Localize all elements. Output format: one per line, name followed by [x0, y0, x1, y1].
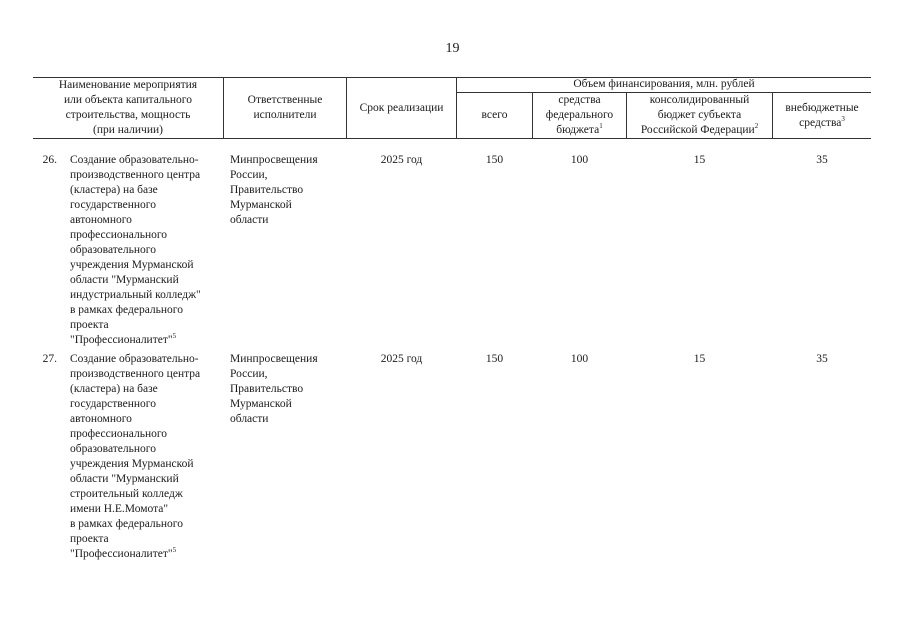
header-col-responsible [224, 78, 346, 138]
row-federal: 100 [570, 353, 589, 365]
row-name-line: "Профессионалитет"$^5$ [70, 332, 177, 346]
header-col-responsible-line: исполнители [253, 109, 317, 121]
header-col-term [347, 78, 456, 138]
row-name-line: профессионального [70, 229, 168, 241]
row-responsible [230, 153, 346, 228]
header-col-extra-footnote: 3 [841, 114, 845, 123]
row-responsible-line: России, [230, 169, 268, 181]
row-name-line: проекта [70, 319, 109, 331]
row-number: 27. [42, 353, 57, 365]
header-col-financing-label: Объем финансирования, млн. рублей [573, 78, 755, 90]
row-name-line: автономного [70, 214, 132, 226]
row-responsible-line: России, [230, 368, 268, 380]
row-term: 2025 год [380, 154, 423, 166]
row-name-line: индустриальный колледж" [70, 289, 201, 301]
row-responsible-line: Мурманской [230, 199, 292, 211]
header-col-regional-line: консолидированный [649, 94, 750, 106]
header-col-extra-line: внебюджетные [785, 101, 859, 114]
row-responsible-line: Минпросвещения [230, 154, 318, 166]
row-name-line: государственного [70, 398, 156, 410]
header-col-total-label: всего [481, 109, 508, 121]
row-name-line: учреждения Мурманской [70, 458, 194, 470]
row-name-line: "Профессионалитет"$^5$ [70, 546, 177, 560]
row-name-line: производственного центра [70, 368, 201, 380]
header-col-name-line: или объекта капитального [64, 94, 192, 106]
header-col-name [33, 78, 223, 138]
row-name-line: образовательного [70, 244, 156, 256]
row-responsible-line: Минпросвещения [230, 353, 318, 365]
header-col-regional-line: Российской Федерации$^2$ [640, 122, 759, 136]
row-responsible-line: Мурманской [230, 398, 292, 410]
row-name-footnote: 5 [172, 546, 177, 555]
row-name-line: учреждения Мурманской [70, 259, 194, 271]
row-responsible-line: области [230, 413, 269, 425]
row-number: 26. [42, 154, 57, 166]
header-col-federal-line: бюджета$^1$ [556, 122, 603, 136]
header-col-extra-line: средства$^3$ [799, 114, 845, 129]
header-col-financing-group [457, 77, 871, 92]
row-name-line: строительный колледж [70, 488, 183, 500]
row-name-line: государственного [70, 199, 156, 211]
row-responsible-line: Правительство [230, 184, 304, 196]
row-term: 2025 год [380, 353, 423, 365]
header-col-regional-footnote: 2 [754, 122, 759, 131]
row-name-line: (кластера) на базе [70, 383, 158, 395]
row-regional: 15 [693, 353, 706, 365]
row-name-line: в рамках федерального [70, 518, 183, 530]
row-responsible-line: Правительство [230, 383, 304, 395]
row-total: 150 [485, 154, 504, 166]
header-col-name-line: (при наличии) [93, 124, 163, 136]
header-col-federal-footnote: 1 [599, 122, 603, 131]
row-name-line: в рамках федерального [70, 304, 183, 316]
header-col-federal-line: федерального [545, 109, 614, 121]
header-col-federal-line: средства [558, 94, 601, 106]
header-col-responsible-line: Ответственные [247, 94, 323, 106]
row-name [70, 153, 225, 348]
row-name-line: образовательного [70, 443, 156, 455]
row-name-line: проекта [70, 533, 109, 545]
row-name-footnote: 5 [172, 332, 177, 341]
row-responsible [230, 352, 346, 427]
row-responsible-line: области [230, 214, 269, 226]
row-name-line: Создание образовательно- [70, 353, 199, 365]
row-name-line: производственного центра [70, 169, 201, 181]
row-name-line: автономного [70, 413, 132, 425]
row-name-line: области "Мурманский [70, 473, 179, 485]
row-name-line: имени Н.Е.Момота" [70, 503, 169, 515]
row-extra: 35 [816, 154, 828, 166]
header-col-extra [773, 93, 871, 138]
row-regional: 15 [693, 154, 706, 166]
row-name-line: профессионального [70, 428, 168, 440]
header-col-federal [533, 93, 626, 138]
header-col-total [457, 93, 532, 138]
header-col-term-label: Срок реализации [359, 101, 444, 114]
row-extra: 35 [816, 353, 828, 365]
row-name [70, 352, 225, 562]
header-bottom-border [33, 138, 871, 139]
row-federal: 100 [570, 154, 589, 166]
header-col-name-line: строительства, мощность [65, 109, 191, 121]
row-total: 150 [485, 353, 504, 365]
page-number: 19 [445, 41, 460, 56]
row-name-line: области "Мурманский [70, 274, 179, 286]
header-col-regional [627, 93, 772, 138]
row-name-line: Создание образовательно- [70, 154, 199, 166]
row-name-line: (кластера) на базе [70, 184, 158, 196]
header-col-regional-line: бюджет субъекта [657, 109, 742, 121]
header-col-name-line: Наименование мероприятия [58, 79, 198, 91]
